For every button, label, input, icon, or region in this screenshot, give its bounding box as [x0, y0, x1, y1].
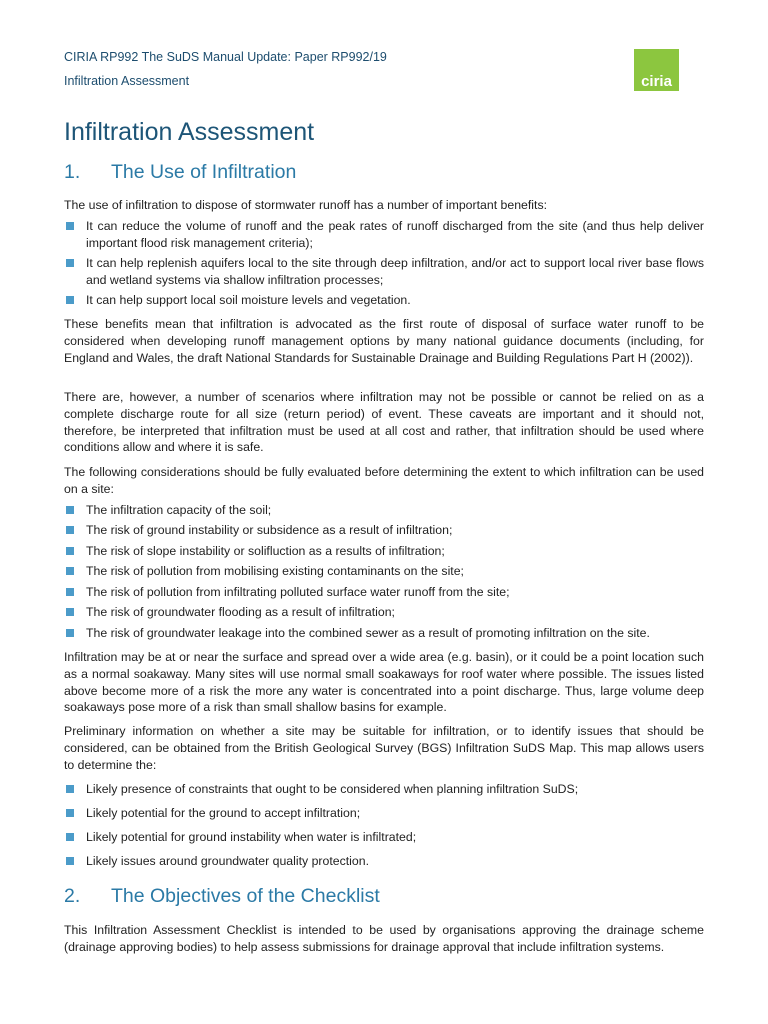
bullet-square-icon	[66, 506, 74, 514]
benefit-item	[64, 292, 704, 309]
consideration-item	[64, 563, 704, 580]
section-1-paragraph-benefits: These benefits mean that infiltration is advocated as the first route of disposal of surface water runoff to be considered when developing runoff management options by many national guidance documents (including, for England and Wales, the draft National Standards for Sustainable Drainage and Building Regulations Part H (2002)).	[64, 317, 704, 365]
benefit-text: It can help replenish aquifers local to the site through deep infiltration, and/or act to support local river base flows and wetland systems via shallow infiltration processes;	[86, 256, 704, 287]
consideration-item	[64, 604, 704, 621]
bullet-square-icon	[66, 567, 74, 575]
consideration-text: The infiltration capacity of the soil;	[86, 503, 272, 517]
bullet-square-icon	[66, 809, 74, 817]
ciria-logo-text: ciria	[641, 73, 672, 90]
map-item	[64, 805, 704, 822]
ciria-logo	[634, 49, 679, 91]
section-2-paragraph: This Infiltration Assessment Checklist is intended to be used by organisations approving the drainage scheme (drainage approving bodies) to help assess submissions for drainage approval that include infiltration systems.	[64, 923, 704, 954]
bullet-square-icon	[66, 259, 74, 267]
bullet-square-icon	[66, 296, 74, 304]
consideration-item	[64, 584, 704, 601]
map-item	[64, 829, 704, 846]
header-document-reference: CIRIA RP992 The SuDS Manual Update: Paper RP992/19	[64, 50, 387, 64]
section-1-number: 1.	[64, 161, 81, 183]
map-item-text: Likely potential for the ground to accept infiltration;	[86, 806, 361, 820]
benefit-text: It can reduce the volume of runoff and the peak rates of runoff discharged from the site (and thus help deliver important flood risk management criteria);	[86, 219, 704, 250]
section-2-heading	[64, 885, 380, 908]
bullet-square-icon	[66, 629, 74, 637]
bullet-square-icon	[66, 526, 74, 534]
page-title: Infiltration Assessment	[64, 118, 315, 146]
bullet-square-icon	[66, 222, 74, 230]
consideration-item	[64, 543, 704, 560]
section-1-intro: The use of infiltration to dispose of stormwater runoff has a number of important benefits:	[64, 198, 548, 212]
consideration-text: The risk of pollution from infiltrating polluted surface water runoff from the site;	[86, 585, 510, 599]
bullet-square-icon	[66, 608, 74, 616]
map-item-text: Likely presence of constraints that ought to be considered when planning infiltration SuDS;	[86, 782, 579, 796]
consideration-item	[64, 502, 704, 519]
map-item-text: Likely issues around groundwater quality protection.	[86, 854, 369, 868]
consideration-text: The risk of groundwater leakage into the combined sewer as a result of promoting infiltration on the site.	[86, 626, 650, 640]
map-item	[64, 781, 704, 798]
section-1-paragraph-scenarios: There are, however, a number of scenarios where infiltration may not be possible or cannot be relied on as a complete discharge route for all size (return period) of event. These caveats are important and it should not, therefore, be interpreted that infiltration must be used at all cost and rather, that infiltration should be used where conditions allow and where it is safe.	[64, 390, 704, 455]
benefit-item	[64, 255, 704, 289]
bullet-square-icon	[66, 833, 74, 841]
benefit-text: It can help support local soil moisture levels and vegetation.	[86, 293, 411, 307]
bullet-square-icon	[66, 547, 74, 555]
section-1-paragraph-considerations: The following considerations should be fully evaluated before determining the extent to which infiltration can be used on a site:	[64, 465, 704, 496]
map-item-text: Likely potential for ground instability when water is infiltrated;	[86, 830, 417, 844]
bullet-square-icon	[66, 588, 74, 596]
section-2-number: 2.	[64, 885, 81, 907]
section-1-paragraph-bgs-map: Preliminary information on whether a site may be suitable for infiltration, or to identify issues that should be considered, can be obtained from the British Geological Survey (BGS) Infiltration SuDS Map. This map allows users to determine the:	[64, 724, 704, 772]
section-1-title: The Use of Infiltration	[111, 161, 297, 183]
section-2-title: The Objectives of the Checklist	[111, 885, 380, 907]
bullet-square-icon	[66, 785, 74, 793]
map-item	[64, 853, 704, 870]
consideration-text: The risk of pollution from mobilising existing contaminants on the site;	[86, 564, 464, 578]
section-1-heading	[64, 161, 296, 184]
header-document-topic: Infiltration Assessment	[64, 74, 190, 88]
section-1-paragraph-infiltration-types: Infiltration may be at or near the surface and spread over a wide area (e.g. basin), or it could be a point location such as a normal soakaway. Many sites will use normal small soakaways for roof water where possible. The issues listed above become more of a risk the more any water is concentrated into a point discharge. Thus, large volume deep soakaways pose more of a risk than small shallow basins for example.	[64, 650, 704, 715]
benefit-item	[64, 218, 704, 252]
consideration-text: The risk of slope instability or solifluction as a results of infiltration;	[86, 544, 445, 558]
consideration-text: The risk of groundwater flooding as a result of infiltration;	[86, 605, 395, 619]
consideration-text: The risk of ground instability or subsidence as a result of infiltration;	[86, 523, 453, 537]
consideration-item	[64, 625, 704, 642]
consideration-item	[64, 522, 704, 539]
bullet-square-icon	[66, 857, 74, 865]
